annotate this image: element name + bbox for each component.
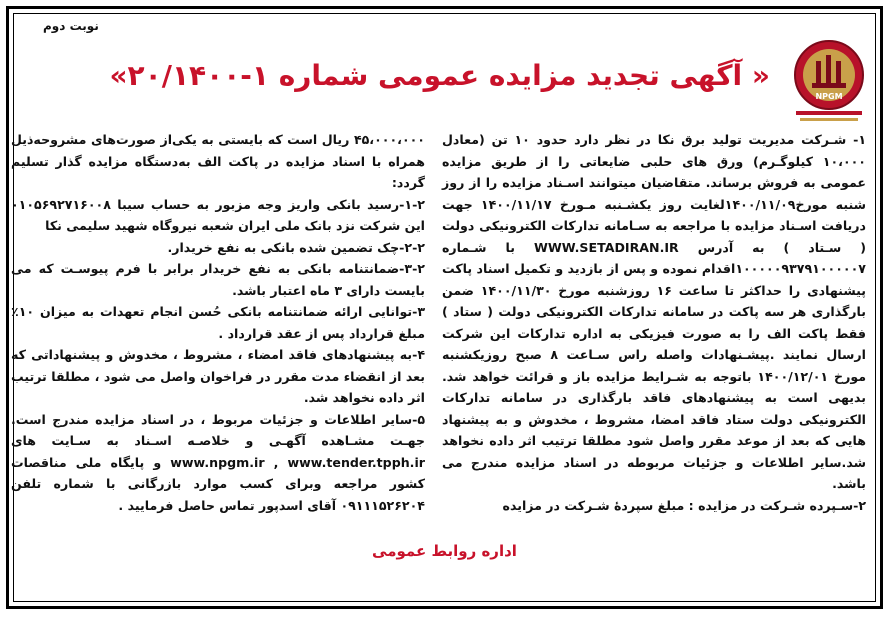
- paragraph-check: ۲-۲-چک تضمین شده بانکی به نفع خریدار.: [167, 239, 425, 255]
- paragraph-performance: ۳-توانایی ارائه ضمانتنامه بانکی حُسن انجام تعهدات به میزان ۱۰٪ مبلغ قرارداد پس از عقد قرارداد .: [11, 304, 425, 341]
- logo-label: NPGM: [815, 92, 843, 101]
- paragraph-guarantee: ۳-۲-ضمانتنامه بانکی به نفع خریدار برابر با فرم پیوسـت که می بایست دارای ۳ ماه اعتبار باشد.: [11, 261, 425, 298]
- right-column: [442, 129, 866, 516]
- npgm-company-logo-icon: [792, 37, 866, 125]
- paragraph-bank-receipt: ۱-۲-رسید بانکی واریز وجه مزبور به حساب سیبا ۰۱۰۵۶۹۲۷۱۶۰۰۸ این شرکت نزد بانک ملی ایران شعبه نیروگاه شهید سلیمی نکا: [11, 196, 425, 233]
- footer-signature: اداره روابط عمومی: [372, 542, 517, 560]
- paragraph-invalid-bids: ۴-به پیشنهادهای فاقد امضاء ، مشروط ، مخدوش و پیشنهاداتی که بعد از انقضاء مدت مقرر در فراخوان واصل می شود ، مطلقا ترتیب اثر داده نخواهد شد.: [11, 347, 425, 405]
- paragraph-intro: ۱- شـرکت مدیریت تولید برق نکا در نظر دارد حدود ۱۰ تن (معادل ۱۰،۰۰۰ کیلوگـرم) ورق های حلبی ضایعاتی را از طریق مزایده عمومی به فروش برساند. متقاضیان میتوانند اسـناد مزایده را از روز شنبه مورخ۱۴۰۰/۱۱/۰۹لغایت روز یکشـنبه مـورخ ۱۴۰۰/۱۱/۱۷ جهت دریافت اسـناد مزایده با مراجعه به سـامانه تدارکات الکترونیکی دولت ( سـتاد ) به آدرس WWW.SETADIRAN.IR با شـماره ۱۰۰۰۰۰۹۳۷۹۱۰۰۰۰۰۷اقدام نموده و پس از بازدید و تکمیل اسناد پاکت پیشنهادی را حداکثر تا ساعت ۱۶ روزشنبه مورخ ۱۴۰۰/۱۱/۳۰ ضمن بارگذاری هر سه پاکت در سامانه تدارکات الکترونیکی دولت ( ستاد ) فقط پاکت الف را به صورت فیزیکی به اداره تدارکات این شرکت ارسال نمایند .پیشـنهادات واصله راس سـاعت ۸ صبح روزیکشنبه مورخ ۱۴۰۰/۱۲/۰۱ باتوجه به شـرایط مزایده باز و قرائت خواهد شد. بدیهی است به پیشنهادهای فاقد بارگذاری در سامانه تدارکات الکترونیکی دولت ستاد فاقد امضا، مشروط ، مخدوش و به پیشنهاد هایی که بعد از موعد مقرر واصل شود مطلقا ترتیب اثر داده نخواهد شد.سایر اطلاعات و جزئیات مربوطه در اسناد مزایده مندرج می باشد.: [442, 132, 867, 491]
- paragraph-contact: ۵-سایر اطلاعات و جزئیات مربوط ، در اسناد مزایده مندرج است. جهـت مشـاهده آگهـی و خلاصـه اسـناد به سـایت های www.npgm.ir , www.tender.tpph.ir و پایگاه ملی مناقصات کشور مراجعه وبرای کسب موارد بازرگانی با شماره تلفن ۰۹۱۱۱۵۲۶۲۰۴ آقای اسدپور تماس حاصل فرمایید .: [11, 411, 425, 513]
- paragraph-deposit-amount: ۴۵،۰۰۰،۰۰۰ ریال است که بایستی به یکی‌از صورت‌های مشروحه‌ذیل همراه با اسناد مزایده در پاکت الف به‌دستگاه مزایده گذار تسلیم گردد:: [11, 132, 425, 190]
- publication-round: نوبت دوم: [43, 19, 99, 33]
- auction-advertisement: [6, 6, 883, 609]
- left-column: [11, 129, 425, 516]
- page-title: « آگهی تجدید مزایده عمومی شماره ۱-۲۰/۱۴۰۰»: [109, 59, 770, 92]
- paragraph-deposit: ۲-سـپرده شـرکت در مزایده : مبلغ سپردهٔ شـرکت در مزایده: [502, 497, 866, 513]
